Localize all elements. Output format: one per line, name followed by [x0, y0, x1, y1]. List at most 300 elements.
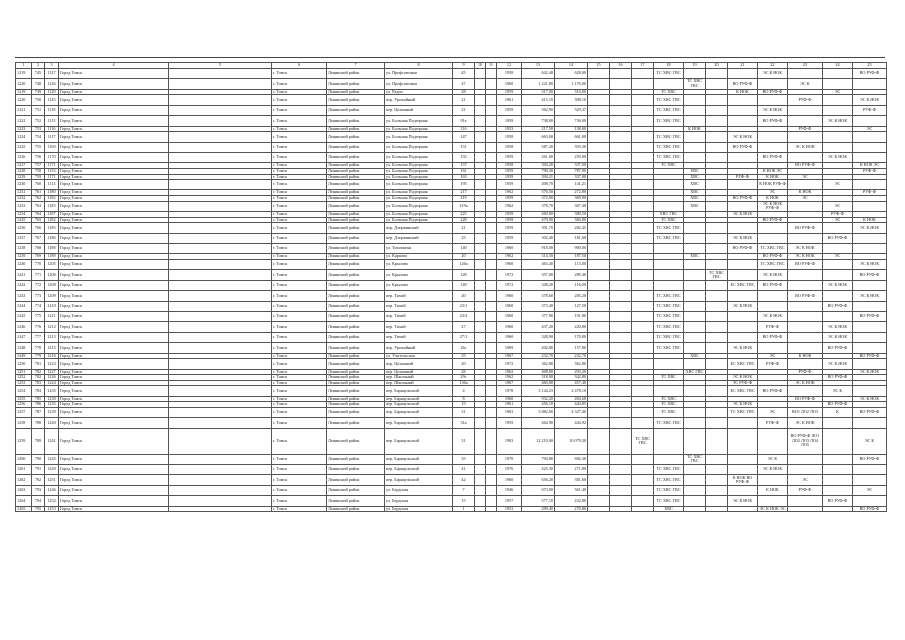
table-cell: 28: [453, 89, 475, 95]
table-cell: 774: [32, 301, 45, 311]
table-cell: 751: [32, 105, 45, 115]
table-cell: [486, 418, 497, 428]
table-cell: Город Томск: [59, 380, 169, 386]
table-cell: [169, 116, 272, 126]
table-cell: [853, 343, 887, 353]
table-cell: К НОК: [788, 190, 823, 196]
table-cell: ВО1 ЛО2 ЛО3: [788, 407, 823, 417]
table-row: [16, 142, 887, 152]
table-cell: ХВС: [684, 190, 706, 196]
table-cell: Ленинский район: [327, 244, 385, 254]
table-cell: [853, 152, 887, 162]
table-cell: Ленинский район: [327, 311, 385, 321]
table-cell: 7: [453, 485, 475, 495]
table-cell: ТС ХВС ГВС: [654, 95, 684, 105]
table-cell: ЕС ХВС ГВС: [728, 386, 758, 396]
column-number: 25: [853, 63, 887, 69]
table-cell: г. Томск: [272, 180, 327, 190]
table-cell: 3 144,23: [522, 386, 555, 396]
table-cell: ЭС К НОК: [728, 132, 758, 142]
table-cell: пер. Школьный: [385, 380, 453, 386]
table-cell: ВО РУФ-Ф: [758, 116, 788, 126]
table-cell: ЕС ХВС ГВС: [728, 359, 758, 369]
table-cell: [475, 180, 486, 190]
table-cell: [823, 475, 853, 485]
table-cell: 155: [453, 152, 475, 162]
table-cell: 91а: [453, 116, 475, 126]
table-cell: 138,00: [555, 126, 588, 132]
table-cell: Город Томск: [59, 485, 169, 495]
table-cell: 788: [32, 418, 45, 428]
table-cell: ХВС: [684, 180, 706, 190]
table-cell: 220,80: [555, 322, 588, 332]
table-cell: [486, 132, 497, 142]
table-cell: [486, 105, 497, 115]
table-cell: ТС ХВС ГВС: [654, 142, 684, 152]
table-cell: ул. Крылова: [385, 260, 453, 270]
table-cell: 1967: [497, 380, 522, 386]
table-cell: [728, 260, 758, 270]
table-cell: 1259: [16, 428, 32, 454]
table-cell: [486, 359, 497, 369]
table-cell: Город Томск: [59, 201, 169, 211]
table-cell: ВО РУФ-Ф: [823, 402, 853, 408]
table-cell: 1970: [497, 454, 522, 464]
table-cell: [610, 95, 632, 105]
table-cell: 42: [453, 475, 475, 485]
table-cell: [475, 223, 486, 233]
table-cell: Город Томск: [59, 79, 169, 89]
table-cell: [853, 132, 887, 142]
table-cell: К НОК: [758, 174, 788, 180]
table-cell: [788, 465, 823, 475]
table-cell: г. Томск: [272, 359, 327, 369]
table-cell: [610, 454, 632, 464]
table-cell: ХВС: [654, 506, 684, 512]
table-cell: ЭС: [823, 217, 853, 223]
table-cell: [853, 301, 887, 311]
table-cell: 1133: [45, 168, 59, 174]
table-cell: Город Томск: [59, 105, 169, 115]
table-cell: [823, 270, 853, 280]
table-cell: 1249: [45, 465, 59, 475]
table-cell: [758, 428, 788, 454]
table-cell: 381,60: [555, 475, 588, 485]
table-cell: [654, 280, 684, 290]
table-cell: 529,37: [555, 105, 588, 115]
table-cell: [758, 475, 788, 485]
table-cell: 1962: [497, 369, 522, 375]
table-cell: К НОК: [728, 89, 758, 95]
column-number: 24: [823, 63, 853, 69]
table-cell: 736,00: [555, 116, 588, 126]
table-cell: 8: [453, 396, 475, 402]
table-cell: ЕС ХВС ГВС: [728, 280, 758, 290]
table-cell: [169, 152, 272, 162]
table-cell: 1212: [45, 322, 59, 332]
table-cell: 1242: [16, 280, 32, 290]
table-cell: 1171: [45, 163, 59, 169]
table-cell: [632, 201, 654, 211]
table-cell: [654, 244, 684, 254]
table-cell: [632, 233, 654, 243]
table-cell: ТС ХВС ГВС: [654, 496, 684, 506]
table-cell: [610, 359, 632, 369]
table-cell: 1250: [16, 359, 32, 369]
table-cell: 1183: [45, 201, 59, 211]
column-number: 7: [327, 63, 385, 69]
table-cell: [475, 418, 486, 428]
table-cell: [169, 506, 272, 512]
table-cell: ТС ХВС: [654, 217, 684, 223]
table-cell: [853, 475, 887, 485]
table-cell: [169, 496, 272, 506]
table-cell: [823, 142, 853, 152]
table-cell: 29с: [453, 375, 475, 381]
table-cell: 763: [32, 201, 45, 211]
table-cell: 562,90: [522, 105, 555, 115]
table-cell: г. Томск: [272, 485, 327, 495]
table-cell: ТС РУФ-Ф: [728, 380, 758, 386]
table-cell: [728, 465, 758, 475]
table-cell: [169, 233, 272, 243]
table-cell: Город Томск: [59, 475, 169, 485]
table-cell: 128: [453, 270, 475, 280]
table-cell: пер. Барнаульский: [385, 475, 453, 485]
table-cell: 1245: [16, 311, 32, 321]
table-cell: ЭС К НОК ЭС: [758, 506, 788, 512]
table-cell: 1220: [16, 95, 32, 105]
table-row: [16, 260, 887, 270]
table-cell: [588, 142, 610, 152]
table-cell: 786: [32, 402, 45, 408]
table-cell: 464,90: [522, 418, 555, 428]
table-cell: ТС ХВС: [654, 163, 684, 169]
table-cell: 1246: [16, 322, 32, 332]
table-cell: 783: [32, 380, 45, 386]
table-cell: [169, 95, 272, 105]
table-cell: 1958: [497, 217, 522, 223]
table-cell: [588, 301, 610, 311]
table-cell: 587,20: [522, 142, 555, 152]
table-cell: 793: [32, 485, 45, 495]
table-cell: 261,00: [522, 152, 555, 162]
table-cell: ТС ХВС ГВС: [654, 152, 684, 162]
table-cell: ТС ХВС ГВС: [728, 407, 758, 417]
table-cell: 318,90: [522, 375, 555, 381]
table-cell: Ленинский район: [327, 142, 385, 152]
table-cell: [169, 69, 272, 79]
table-cell: Город Томск: [59, 375, 169, 381]
table-cell: 1255: [16, 396, 32, 402]
table-cell: ЭС: [758, 407, 788, 417]
table-cell: 1961: [497, 95, 522, 105]
table-cell: ЭС К НОК: [823, 359, 853, 369]
table-cell: 140: [453, 244, 475, 254]
table-cell: Город Томск: [59, 180, 169, 190]
table-cell: [788, 506, 823, 512]
table-cell: [684, 465, 706, 475]
table-cell: [654, 454, 684, 464]
table-cell: [169, 79, 272, 89]
table-cell: [706, 142, 728, 152]
table-cell: 259,00: [555, 152, 588, 162]
table-cell: Ленинский район: [327, 196, 385, 202]
table-cell: [632, 291, 654, 301]
table-cell: 787: [32, 407, 45, 417]
table-cell: [475, 465, 486, 475]
table-cell: г. Томск: [272, 407, 327, 417]
table-cell: 1959: [497, 105, 522, 115]
table-cell: [475, 142, 486, 152]
table-cell: 1171: [45, 174, 59, 180]
table-cell: [169, 418, 272, 428]
table-cell: 457,40: [555, 380, 588, 386]
table-cell: [475, 485, 486, 495]
table-cell: ТС ХВС ГВС: [654, 311, 684, 321]
table-cell: ЭС К НОК: [758, 311, 788, 321]
table-cell: ВО РУФ-Ф: [758, 386, 788, 396]
table-cell: Ленинский район: [327, 396, 385, 402]
table-cell: РУФ-Ф: [853, 190, 887, 196]
table-cell: 1959: [497, 152, 522, 162]
table-cell: ТС ХВС ГВС: [654, 301, 684, 311]
table-cell: [610, 428, 632, 454]
table-cell: 20: [453, 359, 475, 369]
table-cell: 1959: [497, 223, 522, 233]
column-number: 23: [788, 63, 823, 69]
table-row: [16, 506, 887, 512]
table-cell: 918,00: [522, 244, 555, 254]
table-cell: Ленинский район: [327, 201, 385, 211]
table-cell: 31: [453, 407, 475, 417]
table-cell: 1262: [16, 475, 32, 485]
table-cell: г. Томск: [272, 402, 327, 408]
table-cell: [788, 322, 823, 332]
table-cell: 782: [32, 369, 45, 375]
table-cell: [610, 280, 632, 290]
table-cell: г. Томск: [272, 369, 327, 375]
table-cell: [823, 69, 853, 79]
table-cell: 561,40: [555, 485, 588, 495]
table-cell: [169, 485, 272, 495]
table-cell: [684, 343, 706, 353]
table-cell: ВО РУФ-Ф: [758, 254, 788, 260]
table-cell: [632, 244, 654, 254]
table-cell: ТС ХВС ГВС: [654, 233, 684, 243]
table-cell: [475, 311, 486, 321]
table-row: [16, 95, 887, 105]
table-cell: [588, 322, 610, 332]
table-cell: [728, 223, 758, 233]
table-row: [16, 223, 887, 233]
table-cell: ул. Бердская: [385, 496, 453, 506]
table-cell: 425,30: [522, 465, 555, 475]
table-cell: 1946: [497, 485, 522, 495]
table-cell: 21: [453, 223, 475, 233]
table-cell: 1962: [497, 190, 522, 196]
table-cell: 3 882,60: [522, 407, 555, 417]
column-number: 16: [610, 63, 632, 69]
table-cell: 378,60: [522, 291, 555, 301]
table-cell: 377,90: [522, 311, 555, 321]
table-cell: 367,40: [555, 201, 588, 211]
table-cell: 1219: [16, 69, 32, 79]
table-cell: г. Томск: [272, 311, 327, 321]
table-cell: [788, 132, 823, 142]
table-cell: [788, 311, 823, 321]
table-cell: [788, 201, 823, 211]
table-cell: [588, 132, 610, 142]
table-cell: ВО РУФ-Ф: [823, 301, 853, 311]
table-cell: 362,80: [555, 359, 588, 369]
table-cell: [588, 105, 610, 115]
table-cell: Город Томск: [59, 332, 169, 342]
table-cell: [788, 454, 823, 464]
table-cell: ТС ХВС: [654, 402, 684, 408]
table-cell: [486, 280, 497, 290]
table-cell: ЭС К НОК: [728, 375, 758, 381]
table-cell: [475, 428, 486, 454]
table-cell: 23/1: [453, 301, 475, 311]
table-cell: ХВС: [684, 201, 706, 211]
table-cell: 31а: [453, 418, 475, 428]
table-cell: [728, 69, 758, 79]
table-cell: 228: [453, 217, 475, 223]
table-cell: [788, 332, 823, 342]
table-cell: г. Томск: [272, 396, 327, 402]
table-row: [16, 233, 887, 243]
table-cell: ЭС: [823, 180, 853, 190]
table-cell: 1263: [16, 485, 32, 495]
table-cell: [706, 322, 728, 332]
table-cell: [706, 359, 728, 369]
table-cell: [475, 201, 486, 211]
table-cell: ВО РУФ-Ф: [728, 142, 758, 152]
table-cell: [475, 270, 486, 280]
table-cell: [853, 233, 887, 243]
table-cell: 777: [32, 332, 45, 342]
table-cell: [475, 386, 486, 396]
table-cell: [610, 407, 632, 417]
table-cell: Город Томск: [59, 126, 169, 132]
table-cell: ЭС К НОК: [823, 116, 853, 126]
column-number: 13: [522, 63, 555, 69]
table-cell: Ленинский район: [327, 475, 385, 485]
table-cell: ЭС К НОК: [788, 142, 823, 152]
table-cell: ТС ХВС ГВС: [654, 132, 684, 142]
table-cell: [632, 343, 654, 353]
table-cell: ЭС К НОК: [758, 270, 788, 280]
table-cell: [588, 332, 610, 342]
table-cell: 1967: [497, 353, 522, 359]
table-cell: 15: [453, 402, 475, 408]
table-cell: РУФ-Ф: [758, 359, 788, 369]
table-cell: 1264: [16, 496, 32, 506]
table-cell: [610, 418, 632, 428]
table-cell: [169, 105, 272, 115]
table-cell: [486, 244, 497, 254]
table-cell: 682,30: [555, 454, 588, 464]
table-cell: 394,21: [522, 174, 555, 180]
table-cell: [610, 105, 632, 115]
table-cell: [728, 116, 758, 126]
table-cell: Ленинский район: [327, 332, 385, 342]
table-cell: 1223: [16, 126, 32, 132]
table-cell: 756: [32, 152, 45, 162]
table-cell: 1960: [497, 291, 522, 301]
table-cell: ВО РУФ-Ф: [853, 506, 887, 512]
table-cell: г. Томск: [272, 126, 327, 132]
table-cell: Ленинский район: [327, 280, 385, 290]
table-cell: [853, 244, 887, 254]
table-cell: 444,92: [555, 418, 588, 428]
table-cell: г. Томск: [272, 343, 327, 353]
table-cell: [610, 301, 632, 311]
table-cell: 1252: [16, 375, 32, 381]
table-cell: [610, 386, 632, 396]
table-cell: [853, 280, 887, 290]
table-cell: [486, 386, 497, 396]
table-cell: [486, 260, 497, 270]
table-cell: Город Томск: [59, 291, 169, 301]
table-cell: [486, 407, 497, 417]
table-cell: [706, 69, 728, 79]
table-cell: 750: [32, 95, 45, 105]
table-cell: Город Томск: [59, 386, 169, 396]
table-cell: Ленинский район: [327, 407, 385, 417]
table-cell: ТС ХВС ГВС: [654, 291, 684, 301]
table-cell: 1129: [45, 89, 59, 95]
column-number: 1: [16, 63, 32, 69]
table-cell: Ленинский район: [327, 402, 385, 408]
table-cell: Город Томск: [59, 270, 169, 280]
table-cell: [684, 291, 706, 301]
table-cell: 1116: [45, 126, 59, 132]
table-cell: 642,40: [522, 69, 555, 79]
table-cell: 1226: [45, 375, 59, 381]
table-cell: [632, 322, 654, 332]
table-cell: пер. Школьный: [385, 375, 453, 381]
table-cell: 769: [32, 254, 45, 260]
table-cell: РУФ-Ф: [788, 126, 823, 132]
table-cell: [475, 359, 486, 369]
table-cell: 1246: [45, 485, 59, 495]
table-cell: [486, 465, 497, 475]
table-cell: [853, 322, 887, 332]
table-cell: 1258: [16, 418, 32, 428]
column-number: 3: [45, 63, 59, 69]
column-number: 2: [32, 63, 45, 69]
table-cell: [169, 311, 272, 321]
table-cell: [169, 280, 272, 290]
table-cell: [632, 152, 654, 162]
table-cell: 787,90: [555, 168, 588, 174]
table-cell: [788, 116, 823, 126]
table-cell: [588, 343, 610, 353]
table-cell: [610, 244, 632, 254]
table-cell: РУФ-Ф: [853, 105, 887, 115]
table-cell: [758, 132, 788, 142]
table-cell: К НОК: [684, 126, 706, 132]
table-cell: 1252: [45, 496, 59, 506]
table-cell: [475, 152, 486, 162]
table-cell: 1215: [45, 343, 59, 353]
table-cell: ул. Учительская: [385, 353, 453, 359]
table-cell: пер. Урожайный: [385, 95, 453, 105]
table-cell: ВО РУФ-Ф: [853, 353, 887, 359]
table-cell: г. Томск: [272, 418, 327, 428]
